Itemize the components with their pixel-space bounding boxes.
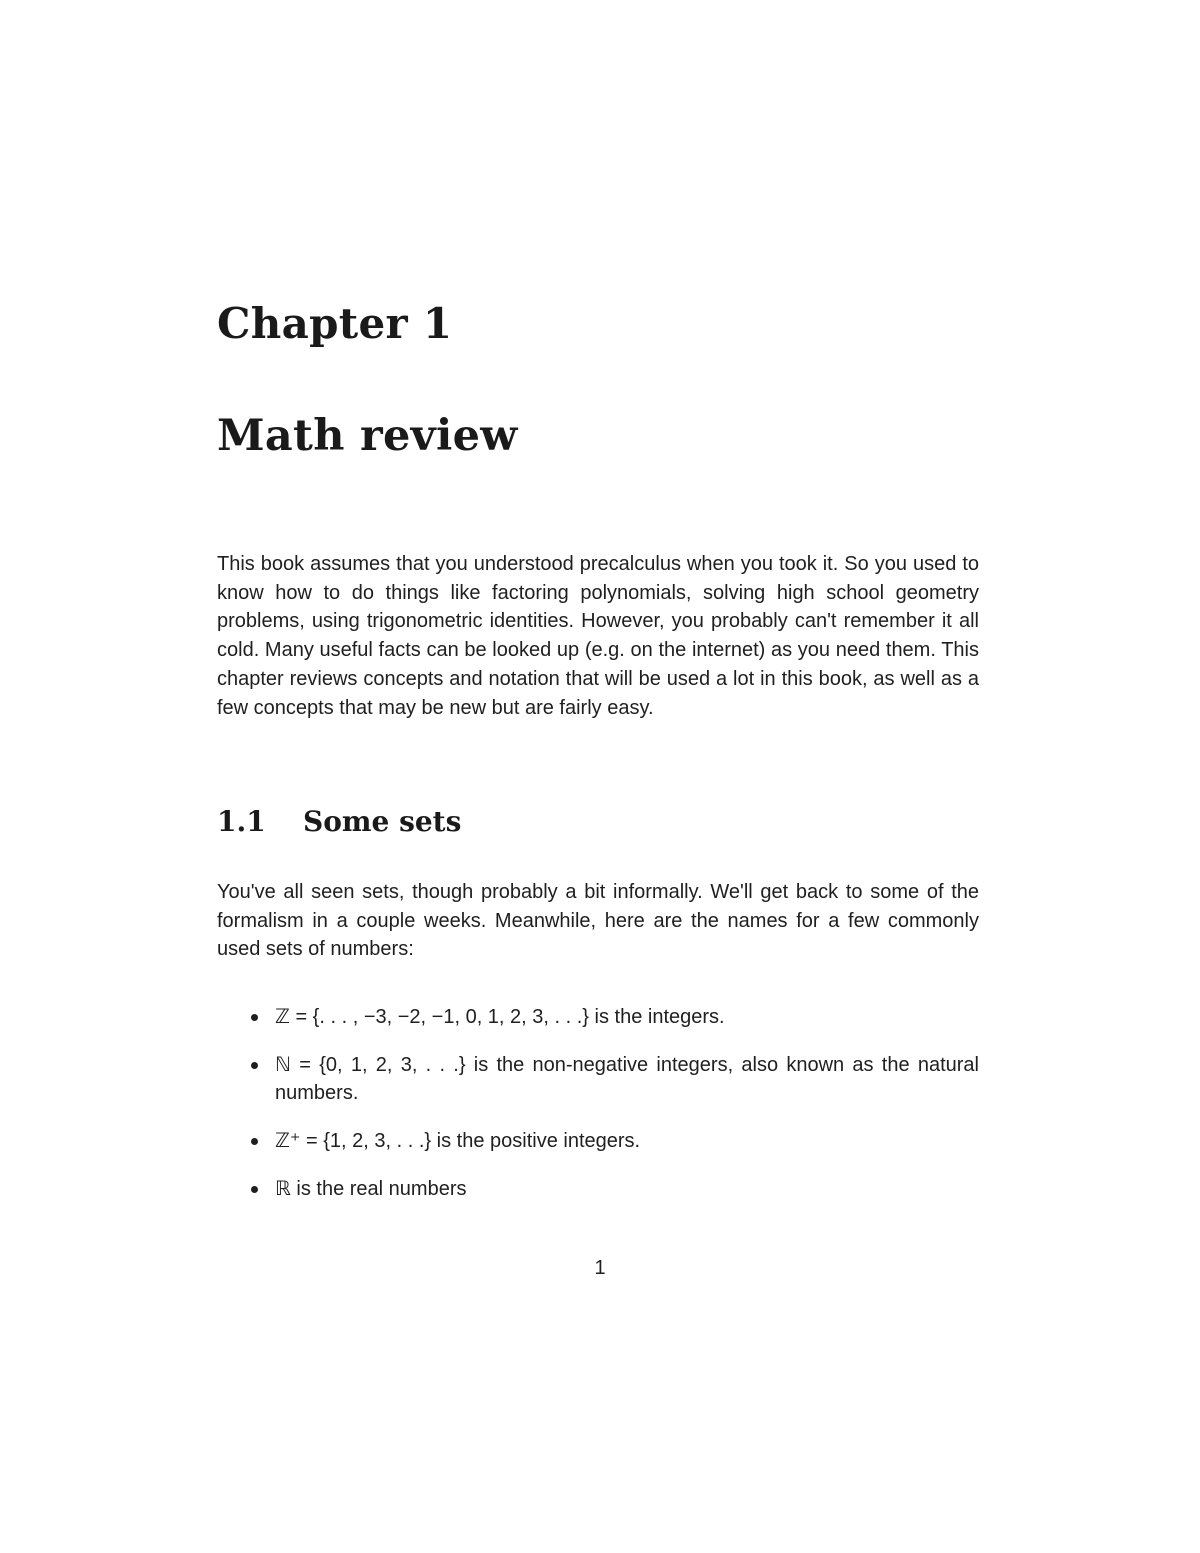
bullet-icon bbox=[251, 1014, 258, 1021]
bullet-icon bbox=[251, 1138, 258, 1145]
list-item-natural-numbers bbox=[217, 1051, 979, 1108]
bullet-icon bbox=[251, 1186, 258, 1193]
list-item-text: ℝ is the real numbers bbox=[275, 1177, 467, 1200]
section-heading bbox=[217, 803, 461, 841]
list-item-text: ℤ⁺ = {1, 2, 3, . . .} is the positive integers. bbox=[275, 1130, 641, 1153]
section-number: 1.1 bbox=[217, 805, 266, 838]
page-number: 1 bbox=[594, 1257, 606, 1279]
list-item-text: ℕ = {0, 1, 2, 3, . . .} is the non-negative integers, also known as the natural numbers. bbox=[275, 1053, 979, 1105]
list-item-integers bbox=[217, 1003, 979, 1032]
list-item-text: ℤ = {. . . , −3, −2, −1, 0, 1, 2, 3, . . .} is the integers. bbox=[275, 1006, 725, 1028]
bullet-icon bbox=[251, 1062, 258, 1069]
chapter-title: Math review bbox=[217, 411, 518, 461]
list-item-positive-integers bbox=[217, 1127, 979, 1156]
chapter-label: Chapter 1 bbox=[217, 299, 453, 348]
section-paragraph: You've all seen sets, though probably a bit informally. We'll get back to some of the formalism in a couple weeks. Meanwhile, here are the names for a few commonly used sets of numbers: bbox=[217, 881, 979, 961]
section-title: Some sets bbox=[303, 805, 462, 838]
intro-paragraph: This book assumes that you understood precalculus when you took it. So you used to know how to do things like factoring polynomials, solving high school geometry problems, using trigonometric identities. However, you probably can't remember it all cold. Many useful facts can be looked up (e.g. on the internet) as you need them. This chapter reviews concepts and notation that will be used a lot in this book, as well as a few concepts that may be new but are fairly easy. bbox=[217, 553, 979, 719]
sets-list bbox=[217, 1003, 979, 1223]
list-item-real-numbers bbox=[217, 1175, 979, 1204]
